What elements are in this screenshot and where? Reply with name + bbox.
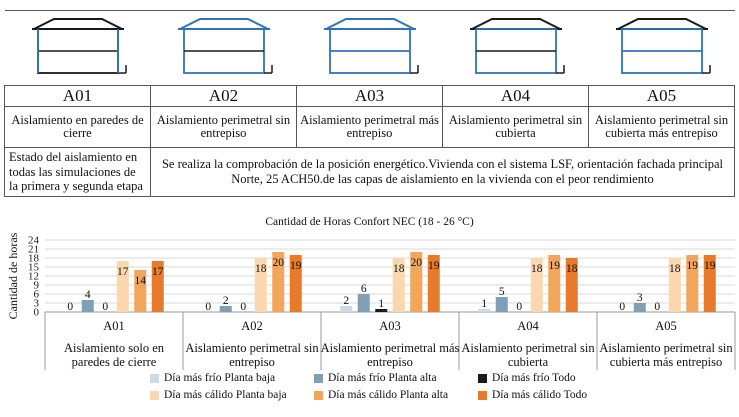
legend-item: [150, 372, 300, 384]
data-label: 18: [393, 263, 405, 275]
y-tick-label: 12: [28, 270, 39, 283]
x-category-description: paredes de cierre: [71, 355, 157, 369]
case-description: Aislamiento perimetral más entrepiso: [297, 107, 443, 148]
bar: [358, 294, 370, 312]
case-code: A04: [443, 86, 589, 107]
data-label: 14: [134, 275, 146, 287]
chart-legend: [150, 372, 650, 406]
case-code: A02: [151, 86, 297, 107]
y-tick-label: 0: [33, 306, 39, 319]
y-tick-label: 3: [33, 297, 39, 310]
data-label: 17: [117, 266, 129, 278]
data-label: 6: [360, 283, 367, 295]
data-label: 0: [240, 301, 247, 313]
x-category-label: A05: [655, 319, 677, 333]
legend-swatch: [150, 374, 159, 383]
data-label: 2: [343, 295, 350, 307]
y-tick-label: 18: [28, 252, 39, 265]
data-label: 19: [428, 260, 440, 272]
data-label: 1: [481, 298, 488, 310]
y-tick-label: 21: [28, 243, 39, 256]
data-label: 5: [498, 286, 505, 298]
x-category-description: cubierta: [507, 355, 549, 369]
chart-title: Cantidad de Horas Confort NEC (18 - 26 °C): [265, 216, 474, 228]
x-category-label: A04: [517, 319, 539, 333]
legend-label: Día más frío Todo: [492, 372, 576, 384]
data-label: 0: [67, 301, 74, 313]
case-description: Aislamiento en paredes de cierre: [5, 107, 151, 148]
data-label: 0: [102, 301, 109, 313]
x-category-description: Aislamiento solo en: [64, 341, 164, 355]
data-label: 2: [222, 295, 229, 307]
legend-label: Día más frío Planta alta: [328, 372, 437, 384]
data-label: 18: [669, 263, 681, 275]
data-label: 3: [636, 292, 643, 304]
data-label: 0: [619, 301, 626, 313]
x-category-description: entrepiso: [229, 355, 275, 369]
legend-item: [150, 389, 300, 401]
case-description: Aislamiento perimetral sin cubierta: [443, 107, 589, 148]
legend-label: Día más cálido Planta baja: [164, 389, 287, 401]
data-label: 19: [290, 260, 302, 272]
legend-item: [314, 389, 464, 401]
data-label: 19: [704, 260, 716, 272]
data-label: 18: [255, 263, 267, 275]
legend-label: Día más cálido Todo: [492, 389, 588, 401]
bar: [634, 303, 646, 312]
x-category-description: Aislamiento perimetral sin: [599, 341, 733, 355]
x-category-description: entrepiso: [367, 355, 413, 369]
data-label: 0: [516, 301, 523, 313]
legend-label: Día más cálido Planta alta: [328, 389, 449, 401]
legend-label: Día más frío Planta baja: [164, 372, 276, 384]
bar: [496, 297, 508, 312]
legend-swatch: [314, 374, 323, 383]
case-description: Aislamiento perimetral sin cubierta más entrepiso: [589, 107, 735, 148]
y-axis-label: Cantidad de horas: [6, 232, 20, 320]
data-label: 18: [531, 263, 543, 275]
y-tick-label: 15: [28, 261, 39, 274]
y-tick-label: 6: [33, 288, 39, 301]
x-category-description: Aislamiento perimetral más: [320, 341, 460, 355]
data-label: 0: [205, 301, 212, 313]
data-label: 1: [378, 298, 385, 310]
data-label: 20: [272, 257, 284, 269]
legend-swatch: [478, 391, 487, 400]
case-code: A03: [297, 86, 443, 107]
data-label: 17: [152, 266, 164, 278]
data-label: 18: [566, 263, 578, 275]
case-description: Aislamiento perimetral sin entrepiso: [151, 107, 297, 148]
y-tick-label: 24: [28, 234, 39, 247]
data-label: 19: [686, 260, 698, 272]
data-label: 19: [548, 260, 560, 272]
legend-item: [478, 372, 628, 384]
x-category-description: Aislamiento perimetral sin: [461, 341, 595, 355]
legend-item: [314, 372, 464, 384]
y-tick-label: 9: [33, 279, 39, 292]
data-label: 4: [84, 289, 91, 301]
x-category-description: cubierta más entrepiso: [609, 355, 723, 369]
bar: [82, 300, 94, 312]
x-category-label: A03: [379, 319, 401, 333]
legend-item: [478, 389, 628, 401]
insulation-state-label: Estado del aislamiento en todas las simulaciones de la primera y segunda etapa: [5, 148, 151, 197]
case-code: A01: [5, 86, 151, 107]
x-category-label: A02: [241, 319, 263, 333]
case-code: A05: [589, 86, 735, 107]
data-label: 0: [654, 301, 661, 313]
data-label: 20: [410, 257, 422, 269]
insulation-state-text: Se realiza la comprobación de la posición energético.Vivienda con el sistema LSF, orientación fachada principal Norte, 25 ACH50.de las capas de aislamiento en la vivienda con el peor rendimiento: [151, 148, 735, 197]
x-category-label: A01: [103, 319, 125, 333]
legend-swatch: [478, 374, 487, 383]
legend-swatch: [314, 391, 323, 400]
x-category-description: Aislamiento perimetral sin: [185, 341, 319, 355]
legend-swatch: [150, 391, 159, 400]
